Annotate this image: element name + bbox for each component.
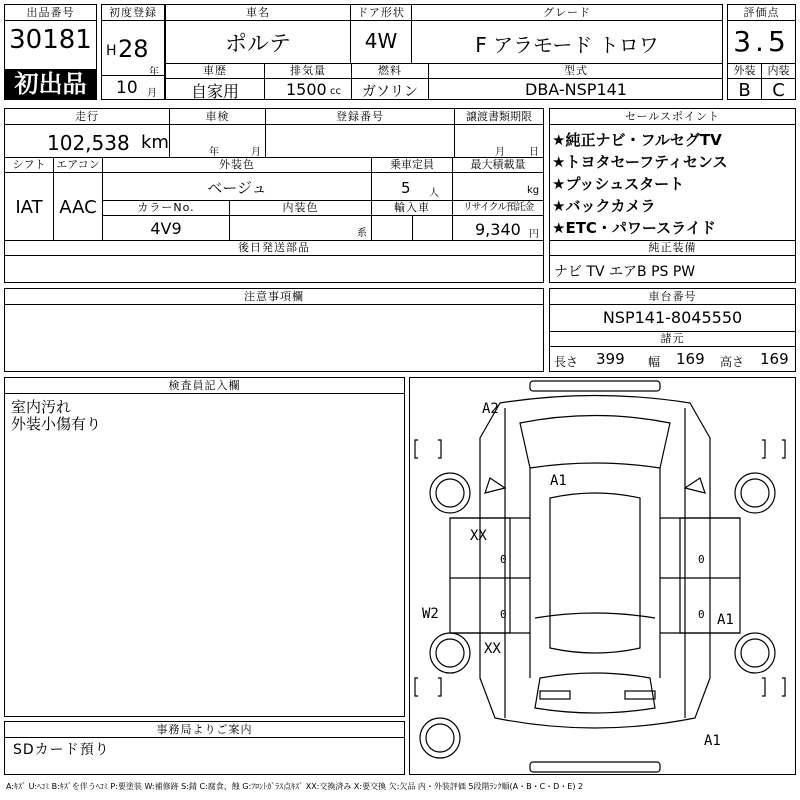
first-reg-label: 初度登録 <box>102 5 164 21</box>
color-no-label: カラーNo. <box>103 200 229 216</box>
lot-label: 出品番号 <box>5 5 96 21</box>
car-name: ポルテ <box>224 32 291 57</box>
int-grade-label: 内装 <box>762 63 795 79</box>
year: 28 <box>118 35 149 63</box>
dims-label: 諸元 <box>550 331 795 347</box>
shift: IAT <box>15 197 43 218</box>
office-label: 事務局よりご案内 <box>5 722 404 738</box>
interior-suffix: 系 <box>357 228 367 239</box>
ac-label: エアコン <box>54 157 102 173</box>
month: 10 <box>116 78 138 98</box>
score: 3.5 <box>733 25 790 58</box>
mark-zero-3: 0 <box>698 553 705 566</box>
later-parts-label: 後日発送部品 <box>5 240 543 256</box>
lot-number: 30181 <box>9 25 92 55</box>
shift-label: シフト <box>5 157 53 173</box>
office-text: SDカード預り <box>13 742 110 758</box>
width: 169 <box>676 350 705 368</box>
int-grade: C <box>772 80 785 101</box>
vehicle-info-box <box>165 4 723 100</box>
mark-w2: W2 <box>422 606 439 622</box>
recycle: 9,340 <box>475 220 521 239</box>
load-unit: kg <box>527 185 540 196</box>
sales-point-1: ★純正ナビ・フルセグTV <box>552 131 722 149</box>
exterior-color-label: 外装色 <box>103 157 371 173</box>
fuel: ガソリン <box>362 84 418 100</box>
sales-points-box <box>549 108 796 283</box>
inspector-box <box>4 377 405 717</box>
legend: A:ｷｽﾞ U:ﾍｺﾐ B:ｷｽﾞを伴うﾍｺﾐ P:要塗装 W:補修跡 S:錆 C:腐食、蝕 G:ﾌﾛﾝﾄｶﾞﾗｽ点ｷｽﾞ XX:交換済み X:要交換 欠:欠品 内・外装評価 5段階ﾗﾝｸ順(A・B・C・D・E) 2 <box>6 782 584 791</box>
score-label: 評価点 <box>728 5 795 21</box>
capacity-unit: 人 <box>429 188 439 199</box>
sales-point-3: ★プッシュスタート <box>552 175 685 193</box>
era: H <box>106 43 117 59</box>
ext-grade: B <box>738 80 751 101</box>
length: 399 <box>596 350 625 368</box>
mileage-unit: km <box>141 132 169 153</box>
displacement-label: 排気量 <box>265 63 351 79</box>
displacement-unit: cc <box>330 86 341 97</box>
lot-box <box>4 4 97 100</box>
car-name-label: 車名 <box>166 5 350 21</box>
car-outline <box>410 378 795 774</box>
height-label: 高さ <box>720 355 745 369</box>
door: 4W <box>364 29 398 53</box>
mark-a1-roof: A1 <box>550 473 567 489</box>
score-box <box>727 4 796 100</box>
import-label: 輸入車 <box>372 200 452 216</box>
width-label: 幅 <box>648 355 661 369</box>
year-unit: 年 <box>149 67 159 78</box>
interior-color-label: 内装色 <box>230 200 371 216</box>
month-unit: 月 <box>147 88 157 99</box>
load-label: 最大積載量 <box>453 157 543 173</box>
recycle-unit: 円 <box>529 229 539 240</box>
inspector-line-1: 室内汚れ <box>11 398 72 416</box>
sales-points-label: セールスポイント <box>550 109 795 125</box>
insp-year-unit: 年 <box>209 147 219 158</box>
capacity-label: 乗車定員 <box>372 157 452 173</box>
equipment-label: 純正装備 <box>550 240 795 256</box>
sales-point-5: ★ETC・パワースライド <box>552 219 716 237</box>
door-label: ドア形状 <box>351 5 411 21</box>
grade: F アラモード トロワ <box>475 33 659 57</box>
sales-point-2: ★トヨタセーフティセンス <box>552 153 728 171</box>
transfer-day-unit: 日 <box>529 147 539 158</box>
chassis-box <box>549 288 796 372</box>
displacement: 1500 <box>286 80 327 99</box>
length-label: 長さ <box>554 355 579 369</box>
chassis-label: 車台番号 <box>550 289 795 305</box>
mark-zero-1: 0 <box>500 553 507 566</box>
first-reg-box <box>101 4 165 100</box>
mileage: 102,538 <box>47 131 130 155</box>
ext-grade-label: 外装 <box>728 63 761 79</box>
insp-month-unit: 月 <box>251 147 261 158</box>
fuel-label: 燃料 <box>352 63 428 79</box>
history-label: 車歴 <box>166 63 264 79</box>
mark-zero-2: 0 <box>500 608 507 621</box>
office-box <box>4 721 405 775</box>
ac: AAC <box>59 197 97 218</box>
model-label: 型式 <box>429 63 723 79</box>
history: 自家用 <box>190 82 239 101</box>
caution-label: 注意事項欄 <box>5 289 543 305</box>
color-no: 4V9 <box>150 219 182 238</box>
mark-a1-bottom: A1 <box>704 733 721 749</box>
equipment: ナビ TV エアB PS PW <box>554 264 696 280</box>
capacity: 5 <box>401 179 411 197</box>
inspector-label: 検査員記入欄 <box>5 378 404 394</box>
inspection-label: 車検 <box>170 109 265 125</box>
transfer-label: 譲渡書類期限 <box>455 109 543 125</box>
grade-label: グレード <box>412 5 722 21</box>
spec-box <box>4 108 544 283</box>
chassis: NSP141-8045550 <box>602 308 743 327</box>
transfer-month-unit: 月 <box>495 147 505 158</box>
inspector-line-2: 外装小傷有り <box>11 415 102 433</box>
first-listing-badge: 初出品 <box>5 69 96 99</box>
mark-zero-4: 0 <box>698 608 705 621</box>
recycle-label: リサイクル預託金 <box>453 200 543 216</box>
caution-box <box>4 288 544 372</box>
car-diagram <box>409 377 796 775</box>
mileage-label: 走行 <box>5 109 169 125</box>
mark-xx-left-front: XX <box>470 528 487 544</box>
model: DBA-NSP141 <box>525 80 627 99</box>
height: 169 <box>760 350 789 368</box>
plate-label: 登録番号 <box>266 109 454 125</box>
mark-a2: A2 <box>482 401 499 417</box>
mark-xx-left-rear: XX <box>484 641 501 657</box>
mark-a1-right: A1 <box>717 612 734 628</box>
exterior-color: ベージュ <box>207 179 267 197</box>
sales-point-4: ★バックカメラ <box>552 197 656 215</box>
